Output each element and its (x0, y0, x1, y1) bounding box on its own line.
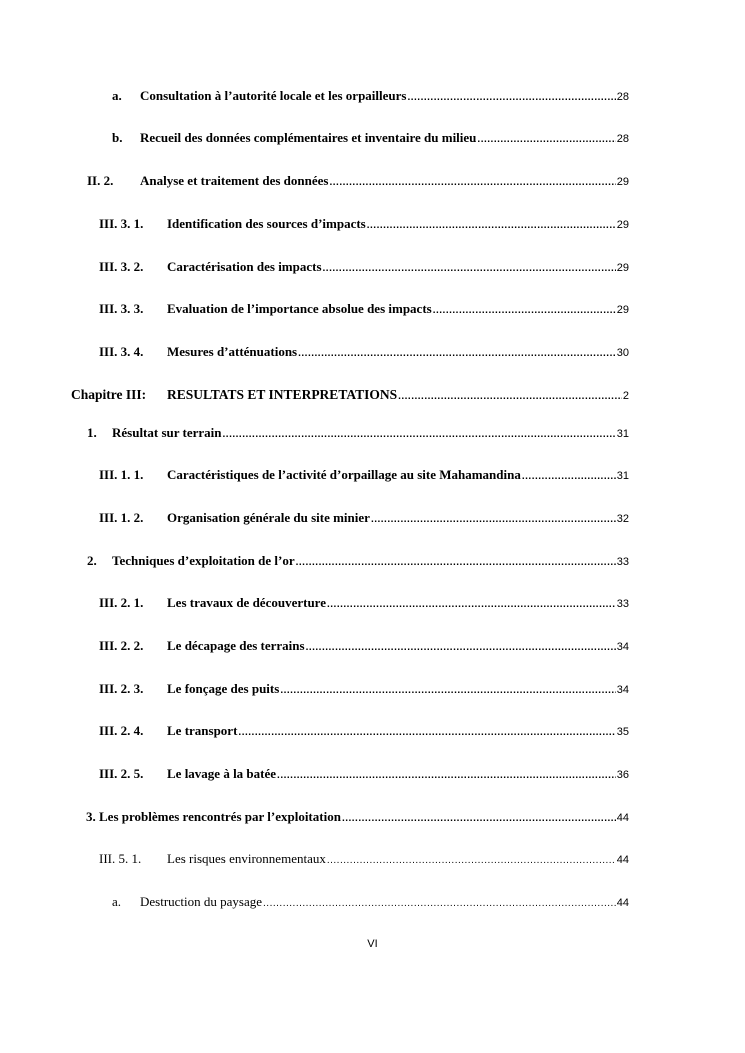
dot-leader (263, 894, 616, 914)
toc-entry (87, 423, 629, 443)
toc-entry-number: a. (112, 88, 122, 103)
toc-entry-page: 30 (616, 347, 629, 359)
toc-entry-page: 32 (616, 513, 629, 525)
toc-entry-page: 29 (616, 176, 629, 188)
toc-entry-title: Le transport (167, 723, 238, 738)
toc-entry (99, 721, 629, 741)
dot-leader (238, 723, 615, 743)
toc-entry-title: Analyse et traitement des données (140, 173, 329, 188)
toc-entry-page: 44 (616, 812, 629, 824)
toc-entry (99, 679, 629, 699)
toc-entry-page: 44 (616, 897, 629, 909)
toc-entry-title: Techniques d’exploitation de l’or (112, 553, 295, 568)
toc-entry-page: 29 (616, 304, 629, 316)
toc-entry-title: RESULTATS ET INTERPRETATIONS (167, 387, 398, 402)
toc-entry-page: 34 (616, 684, 629, 696)
dot-leader (327, 595, 616, 615)
toc-entry-page: 29 (616, 262, 629, 274)
toc-entry-page: 29 (616, 219, 629, 231)
toc-entry-number: III. 1. 1. (99, 467, 144, 482)
toc-entry-number: III. 3. 3. (99, 301, 144, 316)
toc-entry-number: III. 2. 1. (99, 595, 144, 610)
toc-entry-title: Le décapage des terrains (167, 638, 305, 653)
toc-entry (99, 465, 629, 485)
toc-entry-title: Les risques environnementaux (167, 851, 326, 866)
toc-entry-number: 1. (87, 425, 97, 440)
toc-entry-number: III. 2. 2. (99, 638, 144, 653)
page-number: VI (367, 938, 378, 950)
toc-entry-title: Le lavage à la batée (167, 766, 277, 781)
toc-entry-page: 34 (616, 641, 629, 653)
toc-entry-number: III. 2. 5. (99, 766, 144, 781)
dot-leader (329, 173, 615, 193)
dot-leader (371, 510, 616, 530)
dot-leader (433, 301, 616, 321)
toc-entry-title: Recueil des données complémentaires et inventaire du milieu (140, 130, 477, 145)
toc-entry (87, 551, 629, 571)
toc-entry-title: Résultat sur terrain (112, 425, 222, 440)
toc-entry-number: b. (112, 130, 123, 145)
dot-leader (407, 88, 615, 108)
toc-entry-number: III. 3. 2. (99, 259, 144, 274)
dot-leader (522, 467, 616, 487)
dot-leader (280, 681, 615, 701)
toc-entry-title: Caractéristiques de l’activité d’orpaillage au site Mahamandina (167, 467, 521, 482)
toc-entry (99, 636, 629, 656)
toc-entry (86, 807, 629, 827)
toc-entry (99, 342, 629, 362)
toc-entry (99, 214, 629, 234)
dot-leader (223, 425, 616, 445)
toc-entry-number: III. 3. 1. (99, 216, 144, 231)
toc-entry (99, 593, 629, 613)
toc-entry-number: III. 1. 2. (99, 510, 144, 525)
toc-entry (99, 849, 629, 869)
toc-entry-page: 2 (622, 390, 629, 402)
dot-leader (477, 130, 615, 150)
toc-entry-title: Destruction du paysage (140, 894, 263, 909)
toc-entry-title: Evaluation de l’importance absolue des impacts (167, 301, 432, 316)
toc-entry (112, 892, 629, 912)
toc-entry-page: 33 (616, 556, 629, 568)
toc-entry-page: 31 (616, 428, 629, 440)
toc-entry-title: Les travaux de découverture (167, 595, 326, 610)
toc-entry (112, 86, 629, 106)
toc-entry-title: Identification des sources d’impacts (167, 216, 366, 231)
toc-entry-page: 33 (616, 598, 629, 610)
dot-leader (398, 387, 622, 407)
toc-entry-title: Caractérisation des impacts (167, 259, 322, 274)
toc-chapter-entry (71, 385, 629, 405)
toc-entry-page: 31 (616, 470, 629, 482)
toc-entry-number: a. (112, 894, 122, 909)
toc-entry (112, 128, 629, 148)
toc-entry-number: III. 5. 1. (99, 851, 142, 866)
toc-entry-page: 35 (616, 726, 629, 738)
dot-leader (298, 344, 616, 364)
toc-entry-page: 36 (616, 769, 629, 781)
dot-leader (323, 259, 616, 279)
toc-entry (99, 508, 629, 528)
dot-leader (306, 638, 616, 658)
dot-leader (277, 766, 616, 786)
toc-entry-title: 3. Les problèmes rencontrés par l’exploitation (86, 809, 341, 824)
toc-entry (99, 299, 629, 319)
toc-entry-title: Mesures d’atténuations (167, 344, 298, 359)
toc-entry-page: 28 (616, 133, 629, 145)
dot-leader (342, 809, 616, 829)
toc-entry-number: III. 2. 4. (99, 723, 144, 738)
toc-entry-number: Chapitre III: (71, 387, 147, 402)
toc-entry-page: 28 (616, 91, 629, 103)
dot-leader (296, 553, 616, 573)
toc-entry-title: Organisation générale du site minier (167, 510, 370, 525)
toc-entry-number: III. 3. 4. (99, 344, 144, 359)
toc-entry (99, 257, 629, 277)
dot-leader (367, 216, 616, 236)
toc-entry-number: III. 2. 3. (99, 681, 144, 696)
toc-entry (87, 171, 629, 191)
dot-leader (327, 851, 616, 871)
toc-entry-title: Le fonçage des puits (167, 681, 280, 696)
toc-entry (99, 764, 629, 784)
toc-entry-page: 44 (616, 854, 629, 866)
toc-entry-number: II. 2. (87, 173, 114, 188)
toc-entry-number: 2. (87, 553, 97, 568)
toc-entry-title: Consultation à l’autorité locale et les orpailleurs (140, 88, 407, 103)
